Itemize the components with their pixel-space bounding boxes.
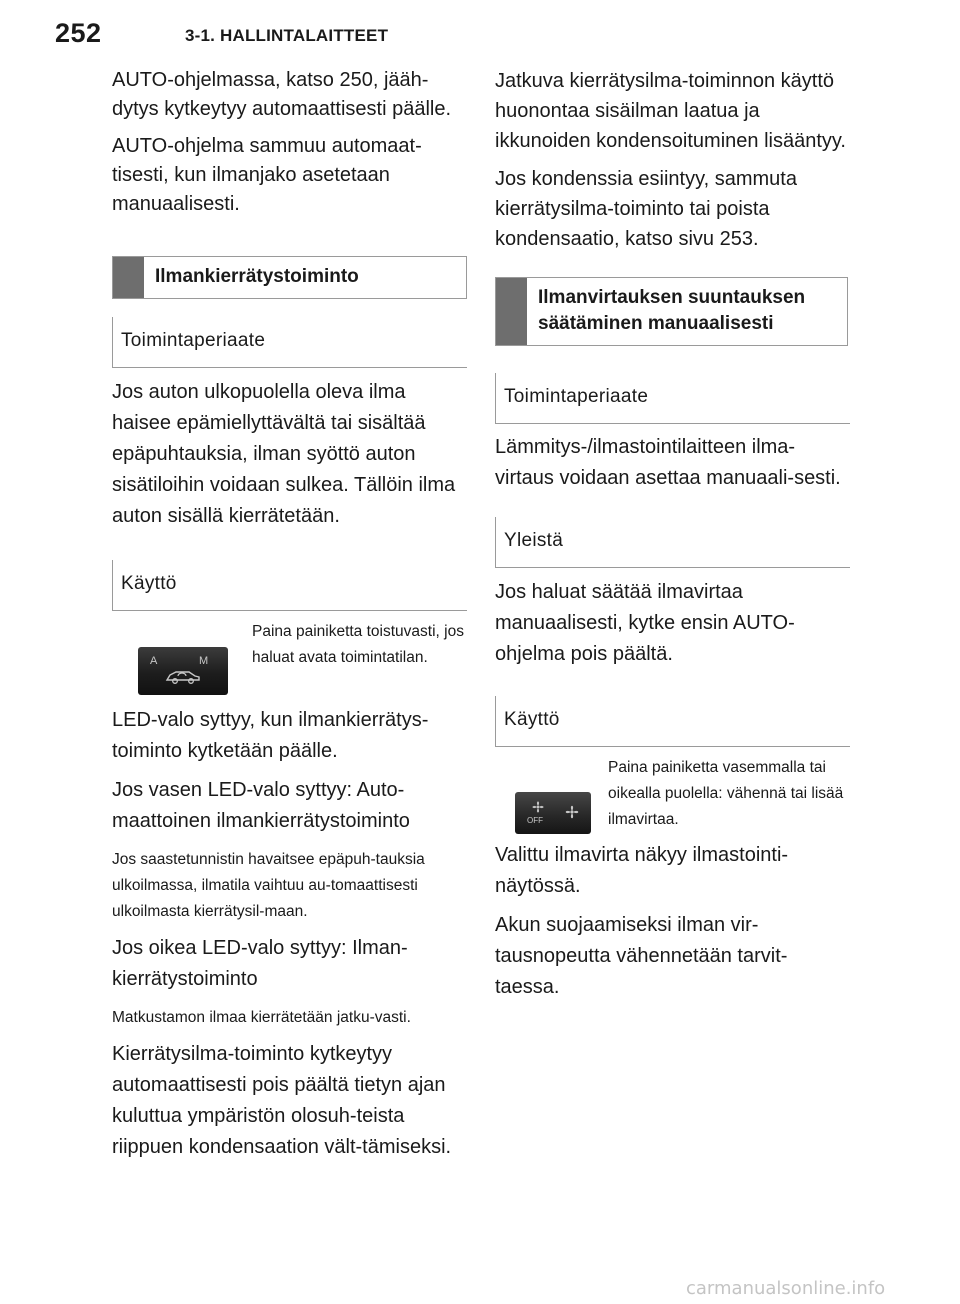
recirculation-button-icon (138, 647, 228, 695)
left-led-text: Jos vasen LED-valo syttyy: Auto-maattoinen ilmankierrätystoiminto (112, 779, 410, 832)
intro-paragraph-1: AUTO-ohjelmassa, katso 250, jääh-dytys kytkeytyy automaattisesti päälle. (112, 69, 452, 120)
fan-small-icon (531, 800, 545, 814)
auto-off-text: Kierrätysilma-toiminto kytkeytyy automaattisesti pois päältä tietyn ajan kuluttua ympäristön olosuh-teista riippuen kondensaation vält-tämiseksi. (112, 1043, 452, 1158)
section-heading-text: Ilmanvirtauksen suuntauksen säätäminen manuaalisesti (538, 287, 806, 334)
button-caption: Paina painiketta toistuvasti, jos haluat avata toimintatilan. (252, 623, 464, 666)
continuous-note: Matkustamon ilmaa kierrätetään jatku-vasti. (112, 1009, 411, 1026)
fan-large-icon (564, 804, 580, 820)
watermark: carmanualsonline.info (686, 1278, 886, 1299)
chapter-title: 3-1. HALLINTALAITTEET (185, 26, 389, 45)
led-text: LED-valo syttyy, kun ilmankierrätys-toiminto kytketään päälle. (112, 709, 429, 762)
display-text: Valittu ilmavirta näkyy ilmastointi-näytössä. (495, 844, 789, 897)
principle-text: Jos auton ulkopuolella oleva ilma haisee epämiellyttävältä tai sisältää epäpuhtauksia, ilman syöttö auton sisätiloihin voidaan sulkea. Tällöin ilma auton sisällä kierrätetään. (112, 381, 456, 527)
off-label: OFF (527, 816, 543, 825)
principle-heading: Toimintaperiaate (112, 317, 467, 368)
intro-paragraph-2: AUTO-ohjelma sammuu automaat-tisesti, kun ilmanjako asetetaan manuaalisesti. (112, 135, 422, 215)
heading-bar (496, 278, 527, 345)
section-heading-text: Ilmankierrätystoiminto (155, 266, 359, 287)
fan-speed-button-icon (515, 792, 591, 834)
section-heading-airflow (495, 277, 848, 346)
left-column (112, 66, 467, 1171)
button-figure (495, 755, 850, 834)
manual-letter: M (199, 655, 209, 667)
quality-text: Jatkuva kierrätysilma-toiminnon käyttö huonontaa sisäilman laatua ja ikkunoiden kondensoituminen lisääntyy. (495, 70, 846, 152)
auto-letter: A (150, 655, 158, 667)
right-led-text: Jos oikea LED-valo syttyy: Ilman-kierrätystoiminto (112, 937, 408, 990)
right-column (495, 66, 850, 1011)
usage-heading: Käyttö (112, 560, 467, 611)
button-figure (112, 619, 467, 695)
car-recirculation-icon (164, 667, 202, 685)
principle-text: Lämmitys-/ilmastointilaitteen ilma-virtaus voidaan asettaa manuaali-sesti. (495, 436, 841, 489)
general-text: Jos haluat säätää ilmavirtaa manuaalisesti, kytke ensin AUTO-ohjelma pois päältä. (495, 581, 795, 665)
principle-heading: Toimintaperiaate (495, 373, 850, 424)
page-number: 252 (55, 18, 102, 48)
heading-bar (113, 257, 144, 298)
section-heading-recirculation (112, 256, 467, 299)
battery-text: Akun suojaamiseksi ilman vir-tausnopeutta vähennetään tarvit-taessa. (495, 914, 788, 998)
usage-heading: Käyttö (495, 696, 850, 747)
condensation-text: Jos kondenssia esiintyy, sammuta kierrätysilma-toiminto tai poista kondensaatio, katso sivu 253. (495, 168, 797, 250)
button-caption: Paina painiketta vasemmalla tai oikealla puolella: vähennä tai lisää ilmavirtaa. (608, 759, 844, 828)
general-heading: Yleistä (495, 517, 850, 568)
sensor-note: Jos saastetunnistin havaitsee epäpuh-tauksia ulkoilmassa, ilmatila vaihtuu au-tomaattisesti ulkoilmasta kierrätysil-maan. (112, 851, 425, 920)
